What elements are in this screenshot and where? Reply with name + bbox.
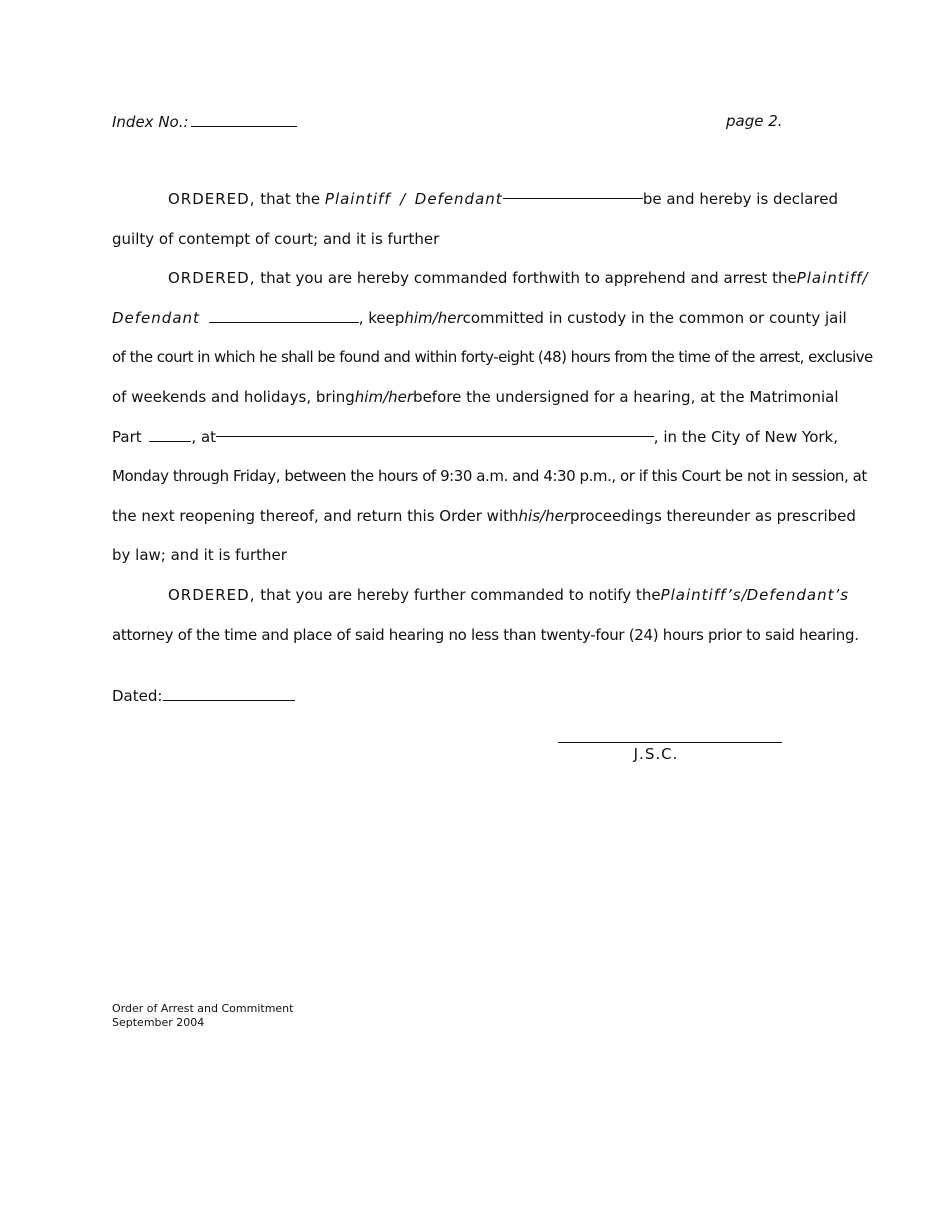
footer [112,1002,293,1030]
part-number-field[interactable] [149,427,191,442]
footer-date: September 2004 [112,1016,205,1029]
footer-title: Order of Arrest and Commitment [112,1002,294,1015]
para1-line1: ORDERED, that the Plaintiff / Defendant be and hereby is declared [112,184,838,224]
para1-line2: guilty of contempt of court; and it is further [112,229,440,248]
signature-line[interactable] [558,742,782,743]
para2-line5: Part , at , in the City of New York, [112,422,838,462]
defendant-option: Defendant [112,308,200,327]
dated-label: Dated: [112,687,163,705]
page-number: page 2. [726,112,783,130]
para2-line6: Monday through Friday, between the hours of 9:30 a.m. and 4:30 p.m., or if this Court be not in session, at [112,467,867,486]
ordered-heading: ORDERED, [168,190,256,208]
defendants-option: Defendant’s [746,585,850,604]
plaintiff-option: Plaintiff [796,269,863,288]
ordered-heading: ORDERED, [168,585,256,604]
para3-line2: attorney of the time and place of said hearing no less than twenty-four (24) hours prior to said hearing. [112,625,859,644]
him-option: him [404,308,433,327]
para2-line3: of the court in which he shall be found and within forty-eight (48) hours from the time of the arrest, exclusive [112,348,873,367]
her-option: her [388,387,414,406]
party-name-field[interactable] [209,308,359,323]
party-name-field[interactable] [503,184,643,199]
para2-line7: the next reopening thereof, and return this Order with his / her proceedings thereunder as prescribed [112,501,838,541]
date-field[interactable] [163,686,295,701]
location-field[interactable] [216,422,654,437]
para2-line8: by law; and it is further [112,546,287,565]
his-option: his [518,506,541,525]
him-option: him [354,387,384,406]
para2-line4: of weekends and holidays, bring him / her before the undersigned for a hearing, at the Matrimonial [112,382,838,422]
dated-line [112,686,295,705]
header [112,112,838,132]
order-body [112,184,873,659]
ordered-heading: ORDERED, [168,269,256,288]
index-label: Index No.: [112,113,189,131]
her-option: her [545,506,570,525]
plaintiff-option: Plaintiff [324,190,391,208]
para2-line2: Defendant , keep him / her committed in custody in the common or county jail [112,303,838,343]
index-number [112,112,297,131]
index-number-field[interactable] [191,112,297,127]
jsc-label: J.S.C. [633,745,679,763]
her-option: her [437,308,463,327]
plaintiffs-option: Plaintiff’s [660,585,742,604]
defendant-option: Defendant [414,190,503,208]
para2-line1: ORDERED, that you are hereby commanded forthwith to apprehend and arrest the Plaintiff / [112,263,838,303]
para3-line1: ORDERED, that you are hereby further commanded to notify the Plaintiff’s / Defendant’s [112,580,838,620]
